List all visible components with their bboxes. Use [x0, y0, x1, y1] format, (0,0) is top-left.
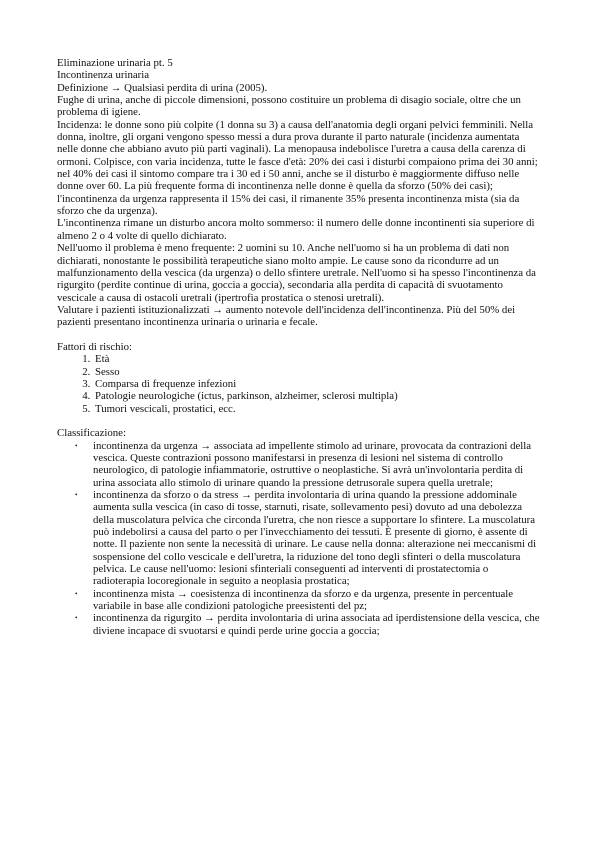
classification-list [57, 440, 542, 638]
list-item [57, 440, 542, 489]
list-item: 4. Patologie neurologiche (ictus, parkinson, alzheimer, sclerosi multipla) [93, 390, 542, 402]
document-page [57, 57, 542, 637]
classification-urgency: incontinenza da urgenza → associata ad impellente stimolo ad urinare, provocata da contrazioni della vescica. Queste contrazioni possono manifestarsi in presenza di lesioni nel sistema di controllo neurologico, di patologie infiammatorie, ostruttive o neoplastiche. Si avrà un'involontaria perdita di urina associata allo stimolo di urinare quando la pressione detrusorale supera quella uretrale; [93, 439, 532, 489]
document-title: Eliminazione urinaria pt. 5 [57, 57, 173, 69]
paragraph-incidence: Incidenza: le donne sono più colpite (1 donna su 3) a causa dell'anatomia degli organi pelvici femminili. Nella donna, inoltre, gli organi vengono spesso messi a dura prova durante il parto naturale (incidenza aumentata nelle donne che abbiano avuto più parti vaginali). La menopausa indebolisce l'uretra a causa della carenza di ormoni. Colpisce, con varia incidenza, tutte le fasce d'età: 20% dei casi i disturbi compaiono prima dei 30 anni; nel 40% dei casi il sintomo compare tra i 30 ed i 50 anni, anche se il disturbo è maggiormente diffuso nelle donne over 60. La più frequente forma di incontinenza nelle donne è quella da sforzo (50% dei casi); l'incontinenza da urgenza rappresenta il 15% dei casi, il rimanente 35% presenta incontinenza mista (sia da sforzo che da urgenza). [57, 118, 538, 218]
classification-stress: incontinenza da sforzo o da stress → perdita involontaria di urina quando la pressione addominale aumenta sulla vescica (in caso di tosse, starnuti, risate, sollevamento pesi) dovuto ad una debolezza della muscolatura pelvica che circonda l'uretra, che non riesce a supportare lo sfintere. La muscolatura può indebolirsi a causa del parto o per l'invecchiamento dei tessuti. È presente di giorno, è assente di notte. Il paziente non sente la necessità di urinare. Le cause nella donna: alterazione nei meccanismi di sospensione del collo vescicale e dell'uretra, la riduzione del tono degli sfinteri o della muscolatura pelvica. Le cause nell'uomo: lesioni sfinteriali conseguenti ad interventi di prostatectomia o radioterapia locoregionale in seguito a neoplasia prostatica; [93, 489, 537, 588]
classification-heading: Classificazione: [57, 427, 126, 440]
paragraph-institutionalized: Valutare i pazienti istituzionalizzati → aumento notevole dell'incidenza dell'incontinenza. Più del 50% dei pazienti presentano incontinenza urinaria o urinaria e fecale. [57, 303, 516, 329]
spacer [57, 415, 542, 427]
list-item: 3. Comparsa di frequenze infezioni [93, 378, 542, 390]
paragraph-hygiene: Fughe di urina, anche di piccole dimensioni, possono costituire un problema di disagio sociale, oltre che un problema di igiene. [57, 94, 521, 119]
bullet-icon: • [75, 491, 78, 500]
definition-line: Definizione → Qualsiasi perdita di urina (2005). [57, 81, 268, 94]
risk-factors-heading: Fattori di rischio: [57, 340, 132, 353]
paragraph-men: Nell'uomo il problema è meno frequente: 2 uomini su 10. Anche nell'uomo si ha un problema di dati non dichiarati, nonostante le possibilità terapeutiche siano molto ampie. Le cause sono da ricondurre ad un malfunzionamento della vescica (da urgenza) o dello sfintere uretrale. Nell'uomo si ha spesso l'incontinenza da rigurgito (perdite continue di urina, goccia a goccia), secondaria alla perdita di capacità di svuotamento vescicale a causa di ostacoli uretrali (ipertrofia prostatica o stenosi uretrali). [57, 242, 536, 304]
spacer [57, 329, 542, 341]
paragraph-underreported: L'incontinenza rimane un disturbo ancora molto sommerso: il numero delle donne incontinenti sia superiore di almeno 2 o 4 volte di quello dichiarato. [57, 217, 535, 242]
bullet-icon: • [75, 614, 78, 623]
list-item: 1. Età [93, 353, 542, 365]
list-item [57, 612, 542, 637]
bullet-icon: • [75, 589, 78, 598]
classification-overflow: incontinenza da rigurgito → perdita involontaria di urina associata ad iperdistensione della vescica, che diviene incapace di svuotarsi e quindi perde urine goccia a goccia; [93, 612, 540, 637]
list-item [57, 489, 542, 588]
list-item: 5. Tumori vescicali, prostatici, ecc. [93, 403, 542, 415]
classification-mixed: incontinenza mista → coesistenza di incontinenza da sforzo e da urgenza, presente in percentuale variabile in base alle condizioni patologiche preesistenti del pz; [93, 587, 514, 613]
list-item [57, 588, 542, 613]
list-item: 2. Sesso [93, 366, 542, 378]
bullet-icon: • [75, 441, 78, 450]
risk-factors-list [57, 353, 542, 415]
section-heading: Incontinenza urinaria [57, 69, 150, 82]
